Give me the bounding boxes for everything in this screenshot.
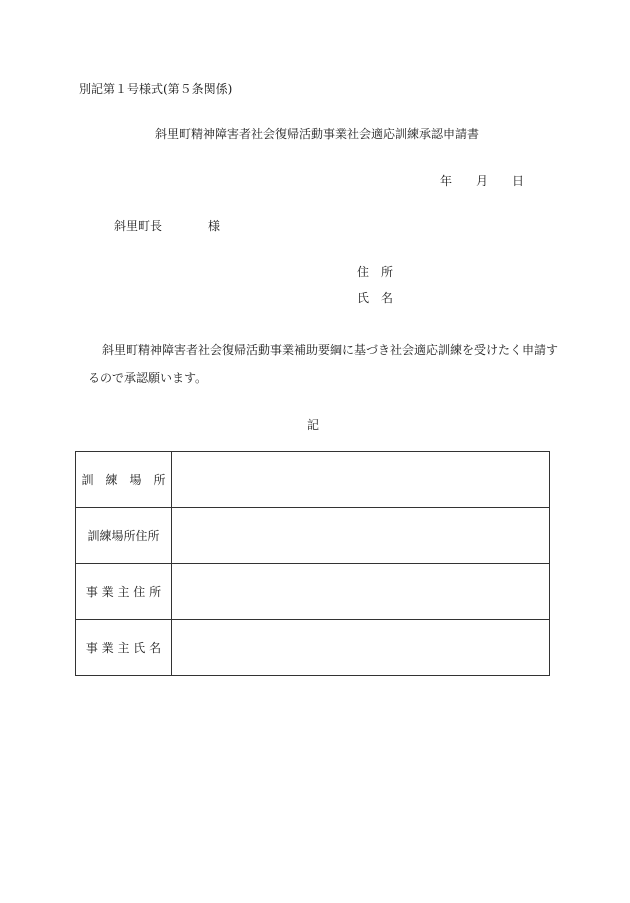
training-info-table [75, 451, 550, 676]
applicant-address-label: 住 所 [357, 265, 394, 279]
employer-name-label: 事 業 主 氏 名 [76, 620, 172, 676]
date-line [440, 172, 530, 188]
ki-heading: 記 [307, 418, 320, 432]
training-location-address-field[interactable] [172, 508, 550, 564]
employer-address-label: 事 業 主 住 所 [76, 564, 172, 620]
applicant-name-label: 氏 名 [357, 291, 394, 305]
date-day-label: 日 [512, 174, 525, 188]
addressee-name: 斜里町長 [114, 219, 163, 233]
date-year-label: 年 [440, 174, 453, 188]
form-number: 別記第１号様式(第５条関係) [79, 82, 233, 96]
addressee-honorific: 様 [208, 219, 221, 233]
training-location-address-label: 訓練場所住所 [76, 508, 172, 564]
addressee [114, 217, 224, 233]
application-body-text: 斜里町精神障害者社会復帰活動事業補助要綱に基づき社会適応訓練を受けたく申請するので承認願います。 [88, 343, 559, 385]
document-title: 斜里町精神障害者社会復帰活動事業社会適応訓練承認申請書 [155, 127, 480, 141]
training-location-label: 訓 練 場 所 [76, 452, 172, 508]
table-row [76, 508, 550, 564]
table-row [76, 564, 550, 620]
employer-address-field[interactable] [172, 564, 550, 620]
table-row [76, 620, 550, 676]
table-row [76, 452, 550, 508]
date-month-label: 月 [476, 174, 489, 188]
employer-name-field[interactable] [172, 620, 550, 676]
training-location-field[interactable] [172, 452, 550, 508]
